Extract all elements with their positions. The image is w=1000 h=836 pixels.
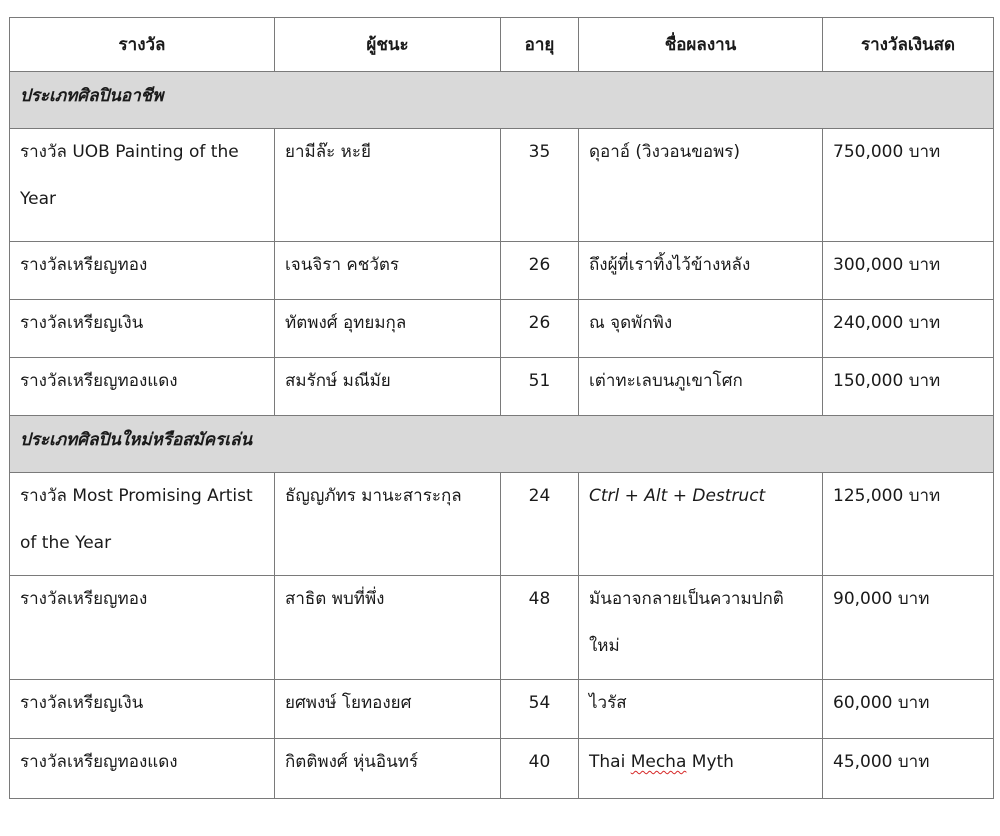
header-prize: รางวัลเงินสด — [823, 18, 994, 72]
table-row — [10, 358, 994, 416]
age-cell: 40 — [501, 739, 579, 799]
header-winner: ผู้ชนะ — [275, 18, 501, 72]
category-title — [10, 72, 994, 129]
table-row — [10, 300, 994, 358]
age-cell: 26 — [501, 242, 579, 300]
winner-cell: สมรักษ์ มณีมัย — [275, 358, 501, 416]
age-cell: 35 — [501, 129, 579, 242]
category-row-professional — [10, 72, 994, 129]
work-text-prefix: Thai — [589, 752, 631, 772]
work-cell: มันอาจกลายเป็นความปกติใหม่ — [579, 576, 823, 680]
winner-cell: สาธิต พบที่พึ่ง — [275, 576, 501, 680]
header-row — [10, 18, 994, 72]
category-title-text: ประเภทศิลปินใหม่หรือสมัครเล่น — [20, 430, 253, 450]
category-row-amateur — [10, 416, 994, 473]
winner-cell: ธัญญภัทร มานะสาระกุล — [275, 473, 501, 576]
work-cell: ถึงผู้ที่เราทิ้งไว้ข้างหลัง — [579, 242, 823, 300]
prize-cell: 125,000 บาท — [823, 473, 994, 576]
award-cell: รางวัลเหรียญทอง — [10, 242, 275, 300]
age-cell: 24 — [501, 473, 579, 576]
work-text-suffix: Myth — [686, 752, 734, 772]
work-cell: ดุอาอ์ (วิงวอนขอพร) — [579, 129, 823, 242]
category-title-text: ประเภทศิลปินอาชีพ — [20, 86, 164, 106]
work-cell — [579, 739, 823, 799]
work-cell: Ctrl + Alt + Destruct — [579, 473, 823, 576]
age-cell: 54 — [501, 680, 579, 739]
winner-cell: เจนจิรา คชวัตร — [275, 242, 501, 300]
award-cell: รางวัลเหรียญทองแดง — [10, 358, 275, 416]
prize-cell: 750,000 บาท — [823, 129, 994, 242]
winner-cell: ยศพงษ์ โยทองยศ — [275, 680, 501, 739]
award-cell: รางวัลเหรียญเงิน — [10, 680, 275, 739]
table-row — [10, 129, 994, 242]
award-cell: รางวัลเหรียญทองแดง — [10, 739, 275, 799]
prize-cell: 90,000 บาท — [823, 576, 994, 680]
winner-cell: กิตติพงศ์ หุ่นอินทร์ — [275, 739, 501, 799]
prize-cell: 240,000 บาท — [823, 300, 994, 358]
prize-cell: 150,000 บาท — [823, 358, 994, 416]
award-cell: รางวัล Most Promising Artist of the Year — [10, 473, 275, 576]
award-cell: รางวัลเหรียญทอง — [10, 576, 275, 680]
winner-cell: ยามีล๊ะ หะยี — [275, 129, 501, 242]
age-cell: 48 — [501, 576, 579, 680]
award-cell: รางวัล UOB Painting of the Year — [10, 129, 275, 242]
category-title — [10, 416, 994, 473]
header-award: รางวัล — [10, 18, 275, 72]
table-row — [10, 680, 994, 739]
work-cell: ณ จุดพักพิง — [579, 300, 823, 358]
table-row — [10, 739, 994, 799]
prize-cell: 45,000 บาท — [823, 739, 994, 799]
spellcheck-flagged-word[interactable]: Mecha — [630, 752, 687, 772]
age-cell: 51 — [501, 358, 579, 416]
table-row — [10, 473, 994, 576]
work-cell: ไวรัส — [579, 680, 823, 739]
header-work: ชื่อผลงาน — [579, 18, 823, 72]
age-cell: 26 — [501, 300, 579, 358]
winner-cell: ทัตพงศ์ อุทยมกุล — [275, 300, 501, 358]
prize-cell: 60,000 บาท — [823, 680, 994, 739]
table-row — [10, 242, 994, 300]
table-row — [10, 576, 994, 680]
awards-table — [9, 17, 994, 799]
work-cell: เต่าทะเลบนภูเขาโศก — [579, 358, 823, 416]
header-age: อายุ — [501, 18, 579, 72]
prize-cell: 300,000 บาท — [823, 242, 994, 300]
award-cell: รางวัลเหรียญเงิน — [10, 300, 275, 358]
